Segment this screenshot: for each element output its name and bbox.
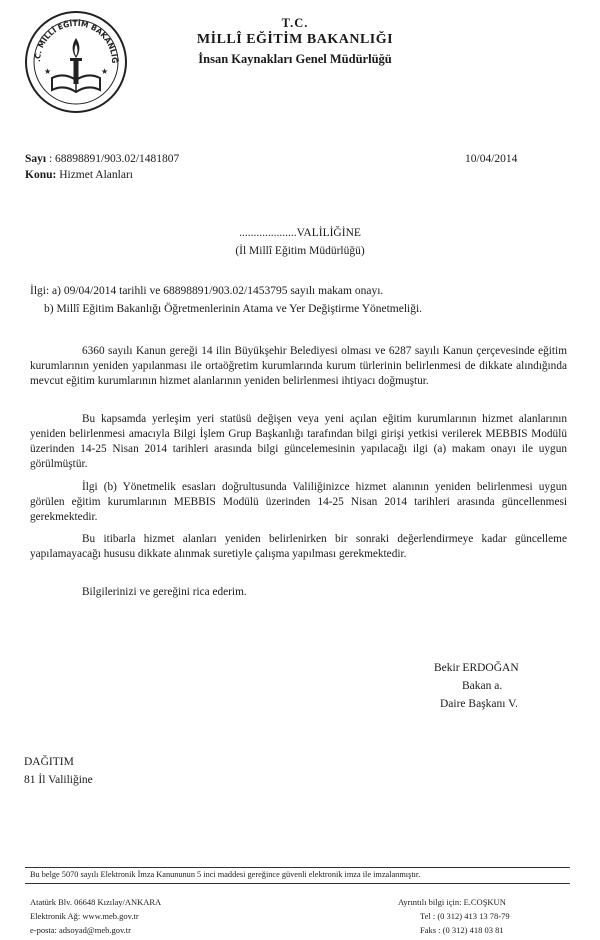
sayi-line	[25, 153, 179, 165]
paragraph-4: Bu itibarla hizmet alanları yeniden belirlenirken bir sonraki değerlendirmeye kadar güncelleme yapılamayacağı hususu dikkate alınmak suretiyle çalışma yapılması gerekmektedir.	[30, 533, 567, 560]
letterhead-country: T.C.	[281, 16, 309, 30]
footer-web: Elektronik Ağ: www.meb.gov.tr	[30, 911, 139, 921]
paragraph-3: İlgi (b) Yönetmelik esasları doğrultusunda Valiliğinizce hizmet alanının yeniden belirlenmesi uygun görülen eğitim kurumlarının MEBBIS Modülü üzerinden 14-25 Nisan 2014 tarihleri arasında güncellenmesi gerekmektedir.	[30, 481, 567, 523]
sayi-label: Sayı	[25, 153, 47, 165]
footer-address: Atatürk Blv. 06648 Kızılay/ANKARA	[30, 897, 162, 907]
svg-text:★: ★	[44, 67, 52, 76]
sayi-value: : 68898891/903.02/1481807	[48, 153, 180, 165]
signatory-name: Bekir ERDOĞAN	[434, 662, 519, 674]
footer-divider	[25, 867, 570, 868]
footer-fax: Faks : (0 312) 418 03 81	[420, 925, 504, 935]
e-signature-note: Bu belge 5070 sayılı Elektronik İmza Kanununun 5 inci maddesi gereğince güvenli elektronik imza ile imzalanmıştır.	[30, 870, 421, 879]
svg-text:★: ★	[101, 67, 109, 76]
ministry-seal-logo	[22, 8, 130, 116]
paragraph-5: Bilgilerinizi ve gereğini rica ederim.	[82, 586, 247, 598]
document-date: 10/04/2014	[465, 153, 518, 165]
reference-b: b) Millî Eğitim Bakanlığı Öğretmenlerinin Atama ve Yer Değiştirme Yönetmeliği.	[44, 303, 423, 315]
distribution-label: DAĞITIM	[24, 756, 74, 768]
footer-contact-person: Ayrıntılı bilgi için: E.COŞKUN	[398, 897, 506, 907]
reference-a	[30, 285, 383, 297]
signatory-title-1: Bakan a.	[462, 680, 503, 692]
konu-line	[25, 169, 133, 181]
distribution-item: 81 İl Valiliğine	[24, 774, 93, 786]
paragraph-2: Bu kapsamda yerleşim yeri statüsü değişen veya yeni açılan eğitim kurumlarının hizmet alanlarının yeniden belirlenmesi amacıyla Bilgi İşlem Grup Başkanlığı tarafından bilgi girişi yetkisi verilerek MEBBIS Modülü üzerinden 14-25 Nisan 2014 tarihleri arasında bilgi güncelemesinin yapılacağı ilgi (a) makam onayı ile uygun görülmüştür.	[30, 413, 567, 470]
addressee-line2: (İl Millî Eğitim Müdürlüğü)	[235, 245, 365, 257]
paragraph-1: 6360 sayılı Kanun gereği 14 ilin Büyükşehir Belediyesi olması ve 6287 sayılı Kanun çerçevesinde eğitim kurumlarının yeniden yapılanması ile ortaöğretim kurumlarında kurum türlerinin belirlenmesi de dikkate alındığında mevcut eğitim kurumlarının hizmet alanlarının yeniden belirlenmesi ihtiyacı doğmuştur.	[30, 345, 567, 387]
reference-label: İlgi	[30, 285, 46, 297]
footer-email: e-posta: adsoyad@meb.gov.tr	[30, 925, 131, 935]
konu-value: Hizmet Alanları	[59, 169, 133, 181]
addressee-line1: ....................VALİLİĞİNE	[239, 227, 361, 239]
konu-label: Konu:	[25, 169, 57, 181]
letterhead-ministry: MİLLÎ EĞİTİM BAKANLIĞI	[196, 32, 394, 47]
svg-text:T.C. MİLLÎ EĞİTİM BAKANLIĞI: .C. MİLLÎ EĞİTİM BAKANLIĞ	[32, 18, 120, 64]
reference-a-text: : a) 09/04/2014 tarihli ve 68898891/903.02/1453795 sayılı makam onayı.	[45, 285, 384, 297]
signatory-title-2: Daire Başkanı V.	[440, 698, 518, 710]
footer-tel: Tel : (0 312) 413 13 78-79	[420, 911, 510, 921]
footer-divider-2	[25, 883, 570, 884]
letterhead-department: İnsan Kaynakları Genel Müdürlüğü	[198, 52, 392, 66]
